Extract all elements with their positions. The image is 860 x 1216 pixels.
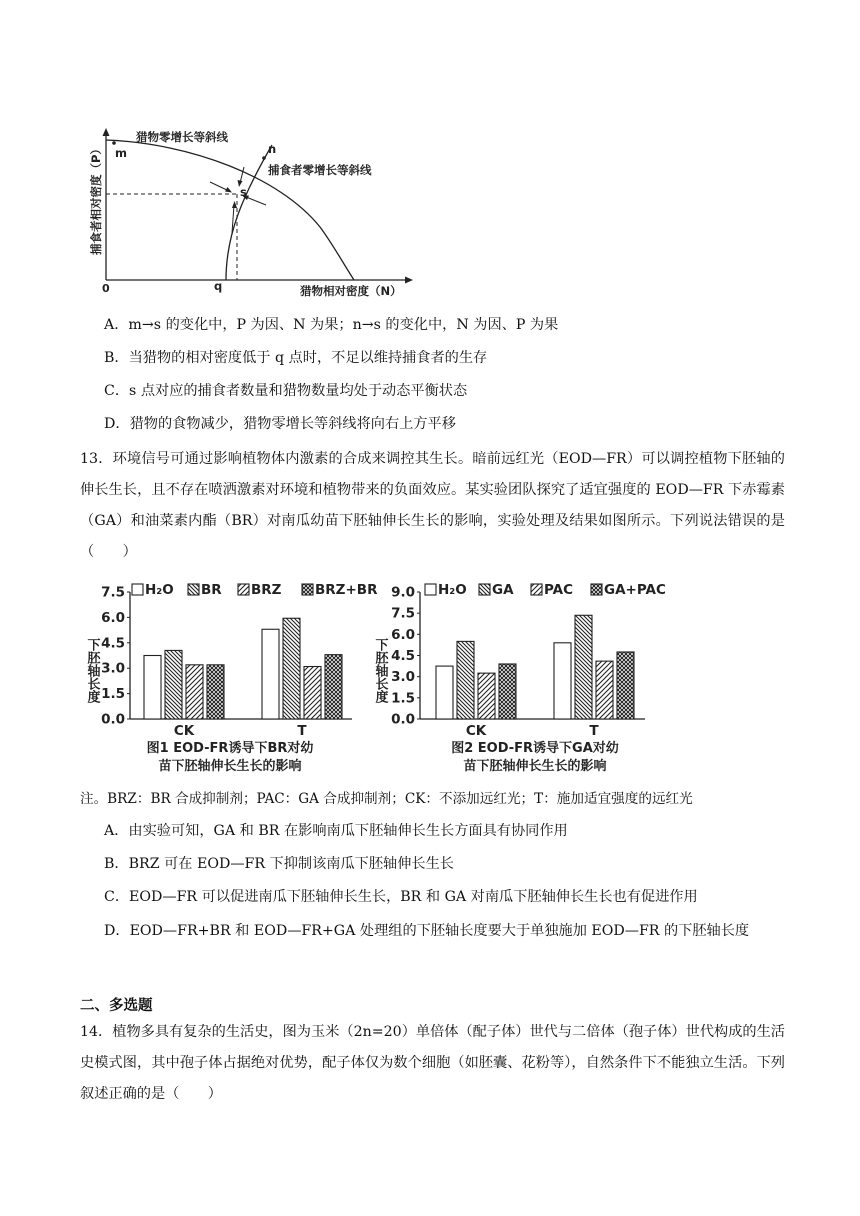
legend-label: H₂O	[438, 582, 467, 598]
legend-swatch	[425, 584, 436, 595]
chart-title-line2: 苗下胚轴伸长生长的影响	[463, 759, 607, 774]
isocline-figure	[80, 125, 420, 300]
point-q-label: q	[214, 279, 223, 293]
chart-title-line1: 图2 EOD-FR诱导下GA对幼	[451, 741, 619, 756]
y-tick-label: 4.5	[101, 635, 125, 652]
legend-swatch	[591, 584, 602, 595]
bar	[499, 664, 516, 719]
predator-isocline-label: 捕食者零增长等斜线	[268, 163, 372, 177]
chart-title-line2: 苗下胚轴伸长生长的影响	[158, 759, 302, 774]
q13-option-a: A．由实验可知，GA 和 BR 在影响南瓜下胚轴伸长生长方面具有协同作用	[104, 823, 568, 839]
q12-option-c: C．s 点对应的捕食者数量和猎物数量均处于动态平衡状态	[104, 383, 468, 399]
y-tick-label: 7.5	[101, 584, 125, 601]
arrow-n-to-s	[240, 167, 244, 183]
q12-option-b: B．当猎物的相对密度低于 q 点时，不足以维持捕食者的生存	[104, 350, 488, 366]
bar	[436, 666, 453, 719]
y-tick-label: 9.0	[391, 584, 415, 601]
y-tick-label: 6.0	[391, 626, 415, 643]
bar	[554, 643, 571, 719]
x-category-label: CK	[465, 723, 487, 739]
point-m-dot	[112, 141, 116, 145]
legend-label: BRZ+BR	[315, 582, 377, 598]
prey-zero-growth-isocline	[106, 140, 354, 280]
y-axis-arrow	[103, 128, 110, 136]
bar	[283, 618, 300, 719]
predator-zero-growth-isocline	[226, 145, 272, 280]
section-heading-multiple-choice: 二、多选题	[80, 998, 153, 1014]
prey-curve	[106, 139, 318, 280]
prey-isocline-label: 猎物零增长等斜线	[136, 130, 228, 144]
x-axis-arrow	[405, 277, 413, 284]
q14-stem: 14．植物多具有复杂的生活史，图为玉米（2n=20）单倍体（配子体）世代与二倍体（孢子体）世代构成的生活史模式图，其中孢子体占据绝对优势，配子体仅为数个细胞（如胚囊、花粉等），自然条件下不能独立生活。下列叙述正确的是（ ）	[80, 1024, 785, 1102]
y-tick-label: 0.0	[101, 711, 125, 728]
y-tick-label: 3.0	[101, 660, 125, 677]
bar	[596, 661, 613, 719]
bar	[165, 650, 182, 719]
origin-label: 0	[102, 282, 110, 295]
bar-chart-fig1	[82, 578, 377, 778]
bar	[478, 673, 495, 719]
bar-chart-fig2	[370, 578, 675, 778]
q13-stem: 13．环境信号可通过影响植物体内激素的合成来调控其生长。暗前远红光（EOD—FR）可以调控植物下胚轴的伸长生长，且不存在喷洒激素对环境和植物带来的负面效应。某实验团队探究了适宜强度的 EOD—FR 下赤霉素（GA）和油菜素内酯（BR）对南瓜幼苗下胚轴伸长生长的影响，实验处理及结果如图所示。下列说法错误的是（ ）	[80, 451, 785, 560]
x-category-label: T	[589, 723, 599, 739]
legend-label: PAC	[544, 582, 574, 598]
y-tick-label: 1.5	[101, 686, 125, 703]
legend-label: GA+PAC	[604, 582, 666, 598]
bar	[457, 641, 474, 719]
legend-label: BRZ	[251, 582, 282, 598]
q13-option-d: D．EOD—FR+BR 和 EOD—FR+GA 处理组的下胚轴长度要大于单独施加 EOD—FR 的下胚轴长度	[104, 923, 750, 939]
point-n-label: n	[268, 142, 277, 156]
legend-swatch	[238, 584, 249, 595]
x-category-label: CK	[173, 723, 195, 739]
y-tick-label: 0.0	[391, 711, 415, 728]
point-s-label: s	[240, 185, 247, 199]
arrow-m-to-s-head	[225, 187, 232, 193]
x-category-label: T	[297, 723, 307, 739]
q13-option-c: C．EOD—FR 可以促进南瓜下胚轴伸长生长，BR 和 GA 对南瓜下胚轴伸长生长也有促进作用	[104, 889, 698, 905]
point-n-dot	[262, 156, 266, 160]
bar	[617, 652, 634, 719]
bar	[262, 629, 279, 719]
legend-swatch	[188, 584, 199, 595]
bar	[207, 665, 224, 719]
chart-title-line1: 图1 EOD-FR诱导下BR对幼	[146, 741, 314, 756]
legend-label: GA	[492, 582, 514, 598]
arrow-right-to-s	[246, 197, 266, 205]
bar	[325, 655, 342, 719]
x-axis-label: 猎物相对密度（N）	[300, 284, 402, 298]
y-axis-label: 捕食者相对密度（P）	[89, 143, 103, 255]
bar	[144, 656, 161, 720]
legend-swatch	[302, 584, 313, 595]
chart-y-label: 下胚轴长度	[84, 638, 100, 703]
legend-label: BR	[201, 582, 222, 598]
y-tick-label: 3.0	[391, 669, 415, 686]
chart-y-label: 下胚轴长度	[372, 638, 388, 703]
y-tick-label: 1.5	[391, 690, 415, 707]
legend-swatch	[132, 584, 143, 595]
arrow-q-to-s-head	[232, 201, 237, 208]
bar	[304, 667, 321, 719]
bar	[186, 665, 203, 719]
q12-option-a: A．m→s 的变化中，P 为因、N 为果；n→s 的变化中，N 为因、P 为果	[104, 317, 559, 333]
legend-swatch	[479, 584, 490, 595]
legend-swatch	[531, 584, 542, 595]
bar	[575, 615, 592, 719]
legend-label: H₂O	[145, 582, 174, 598]
q13-option-b: B．BRZ 可在 EOD—FR 下抑制该南瓜下胚轴伸长生长	[104, 856, 454, 872]
point-m-label: m	[115, 146, 127, 160]
y-tick-label: 7.5	[391, 605, 415, 622]
q13-note: 注。BRZ：BR 合成抑制剂；PAC：GA 合成抑制剂；CK：不添加远红光；T：施加适宜强度的远红光	[80, 791, 693, 807]
y-tick-label: 6.0	[101, 609, 125, 626]
y-tick-label: 4.5	[391, 648, 415, 664]
q12-option-d: D．猎物的食物减少，猎物零增长等斜线将向右上方平移	[104, 416, 456, 432]
